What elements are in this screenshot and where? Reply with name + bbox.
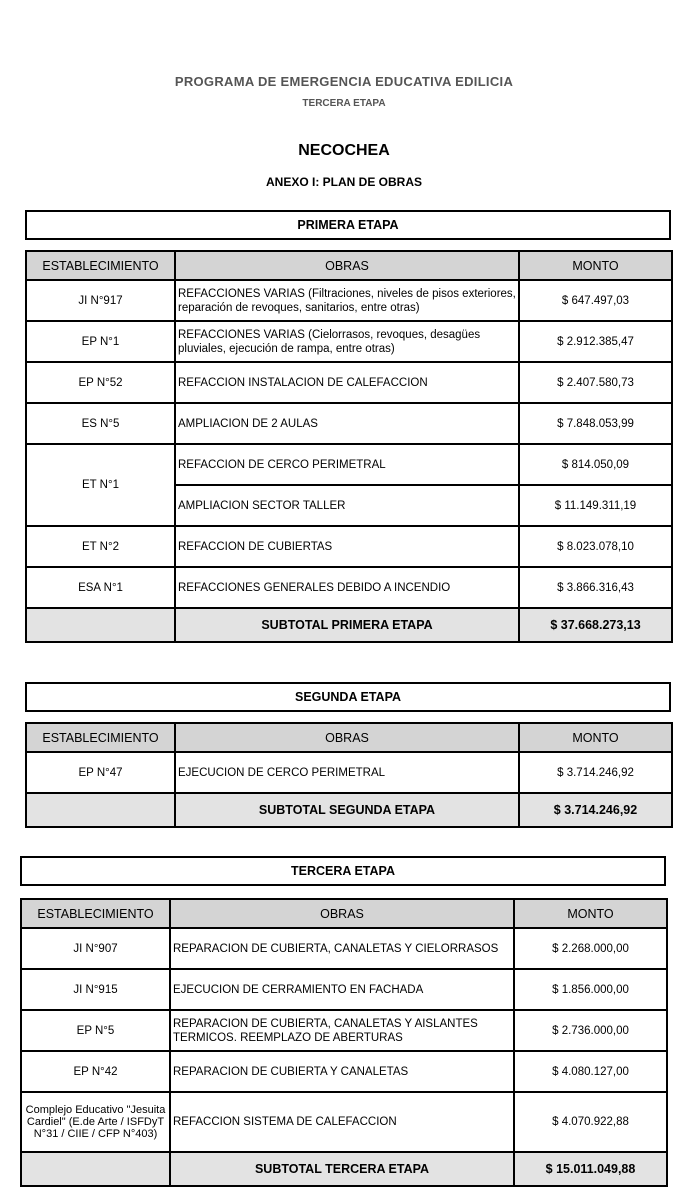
table-row xyxy=(26,526,672,567)
establecimiento-cell: Complejo Educativo "Jesuita Cardiel" (E.de Arte / ISFDyT N°31 / CIIE / CFP N°403) xyxy=(21,1092,170,1152)
subtotal-row xyxy=(26,608,672,642)
stage-title: PRIMERA ETAPA xyxy=(25,210,671,240)
establecimiento-cell: EP N°1 xyxy=(26,321,175,362)
segunda-etapa-section xyxy=(25,682,671,828)
table-header-row xyxy=(21,899,667,928)
monto-cell: $ 2.268.000,00 xyxy=(514,928,667,969)
obra-cell: EJECUCION DE CERCO PERIMETRAL xyxy=(175,752,519,793)
works-table xyxy=(25,250,673,643)
establecimiento-cell: EP N°52 xyxy=(26,362,175,403)
obra-cell: REPARACION DE CUBIERTA Y CANALETAS xyxy=(170,1051,514,1092)
monto-cell: $ 11.149.311,19 xyxy=(519,485,672,526)
stage-title: SEGUNDA ETAPA xyxy=(25,682,671,712)
col-header-establecimiento: ESTABLECIMIENTO xyxy=(26,723,175,752)
obra-cell: REFACCION DE CERCO PERIMETRAL xyxy=(175,444,519,485)
subtotal-row xyxy=(26,793,672,827)
monto-cell: $ 1.856.000,00 xyxy=(514,969,667,1010)
col-header-establecimiento: ESTABLECIMIENTO xyxy=(21,899,170,928)
obra-cell: REFACCIONES VARIAS (Cielorrasos, revoques, desagües pluviales, ejecución de rampa, entre otras) xyxy=(175,321,519,362)
program-stage: TERCERA ETAPA xyxy=(302,98,386,109)
works-table xyxy=(25,722,673,828)
monto-cell: $ 2.912.385,47 xyxy=(519,321,672,362)
obra-cell: REFACCION INSTALACION DE CALEFACCION xyxy=(175,362,519,403)
establecimiento-cell: ES N°5 xyxy=(26,403,175,444)
col-header-monto: MONTO xyxy=(514,899,667,928)
establecimiento-cell: EP N°47 xyxy=(26,752,175,793)
subtotal-row xyxy=(21,1152,667,1186)
establecimiento-cell: JI N°915 xyxy=(21,969,170,1010)
works-table xyxy=(20,898,668,1187)
monto-cell: $ 2.407.580,73 xyxy=(519,362,672,403)
subtotal-label: SUBTOTAL SEGUNDA ETAPA xyxy=(175,793,519,827)
establecimiento-cell: EP N°5 xyxy=(21,1010,170,1051)
subtotal-label: SUBTOTAL PRIMERA ETAPA xyxy=(175,608,519,642)
stage-title: TERCERA ETAPA xyxy=(20,856,666,886)
obra-cell: REFACCION DE CUBIERTAS xyxy=(175,526,519,567)
table-row xyxy=(26,444,672,485)
subtotal-blank-cell xyxy=(26,608,175,642)
tercera-etapa-section xyxy=(20,856,666,1187)
monto-cell: $ 3.714.246,92 xyxy=(519,752,672,793)
primera-etapa-section xyxy=(25,210,671,643)
monto-cell: $ 2.736.000,00 xyxy=(514,1010,667,1051)
subtotal-blank-cell xyxy=(21,1152,170,1186)
monto-cell: $ 3.866.316,43 xyxy=(519,567,672,608)
col-header-monto: MONTO xyxy=(519,723,672,752)
obra-cell: REFACCION SISTEMA DE CALEFACCION xyxy=(170,1092,514,1152)
subtotal-value: $ 3.714.246,92 xyxy=(519,793,672,827)
col-header-obras: OBRAS xyxy=(170,899,514,928)
obra-cell: EJECUCION DE CERRAMIENTO EN FACHADA xyxy=(170,969,514,1010)
col-header-obras: OBRAS xyxy=(175,723,519,752)
monto-cell: $ 647.497,03 xyxy=(519,280,672,321)
obra-cell: REFACCIONES VARIAS (Filtraciones, niveles de pisos exteriores, reparación de revoques, sanitarios, entre otras) xyxy=(175,280,519,321)
col-header-monto: MONTO xyxy=(519,251,672,280)
table-row xyxy=(21,1092,667,1152)
establecimiento-cell: JI N°917 xyxy=(26,280,175,321)
subtotal-value: $ 37.668.273,13 xyxy=(519,608,672,642)
monto-cell: $ 8.023.078,10 xyxy=(519,526,672,567)
obra-cell: REFACCIONES GENERALES DEBIDO A INCENDIO xyxy=(175,567,519,608)
table-row xyxy=(26,321,672,362)
table-row xyxy=(21,1010,667,1051)
table-row xyxy=(26,403,672,444)
monto-cell: $ 7.848.053,99 xyxy=(519,403,672,444)
establecimiento-cell: ET N°1 xyxy=(26,444,175,526)
col-header-obras: OBRAS xyxy=(175,251,519,280)
table-row xyxy=(21,1051,667,1092)
col-header-establecimiento: ESTABLECIMIENTO xyxy=(26,251,175,280)
table-row xyxy=(21,928,667,969)
monto-cell: $ 4.070.922,88 xyxy=(514,1092,667,1152)
monto-cell: $ 814.050,09 xyxy=(519,444,672,485)
table-row xyxy=(26,362,672,403)
table-row xyxy=(26,567,672,608)
obra-cell: AMPLIACION DE 2 AULAS xyxy=(175,403,519,444)
establecimiento-cell: ET N°2 xyxy=(26,526,175,567)
establecimiento-cell: JI N°907 xyxy=(21,928,170,969)
obra-cell: REPARACION DE CUBIERTA, CANALETAS Y CIELORRASOS xyxy=(170,928,514,969)
obra-cell: AMPLIACION SECTOR TALLER xyxy=(175,485,519,526)
subtotal-label: SUBTOTAL TERCERA ETAPA xyxy=(170,1152,514,1186)
monto-cell: $ 4.080.127,00 xyxy=(514,1051,667,1092)
establecimiento-cell: EP N°42 xyxy=(21,1051,170,1092)
city-title: NECOCHEA xyxy=(298,142,390,159)
subtotal-blank-cell xyxy=(26,793,175,827)
table-header-row xyxy=(26,723,672,752)
program-title: PROGRAMA DE EMERGENCIA EDUCATIVA EDILICIA xyxy=(174,74,514,89)
table-row xyxy=(21,969,667,1010)
obra-cell: REPARACION DE CUBIERTA, CANALETAS Y AISLANTES TERMICOS. REEMPLAZO DE ABERTURAS xyxy=(170,1010,514,1051)
subtotal-value: $ 15.011.049,88 xyxy=(514,1152,667,1186)
establecimiento-cell: ESA N°1 xyxy=(26,567,175,608)
table-header-row xyxy=(26,251,672,280)
table-row xyxy=(26,752,672,793)
annex-title: ANEXO I: PLAN DE OBRAS xyxy=(265,175,422,189)
table-row xyxy=(26,280,672,321)
